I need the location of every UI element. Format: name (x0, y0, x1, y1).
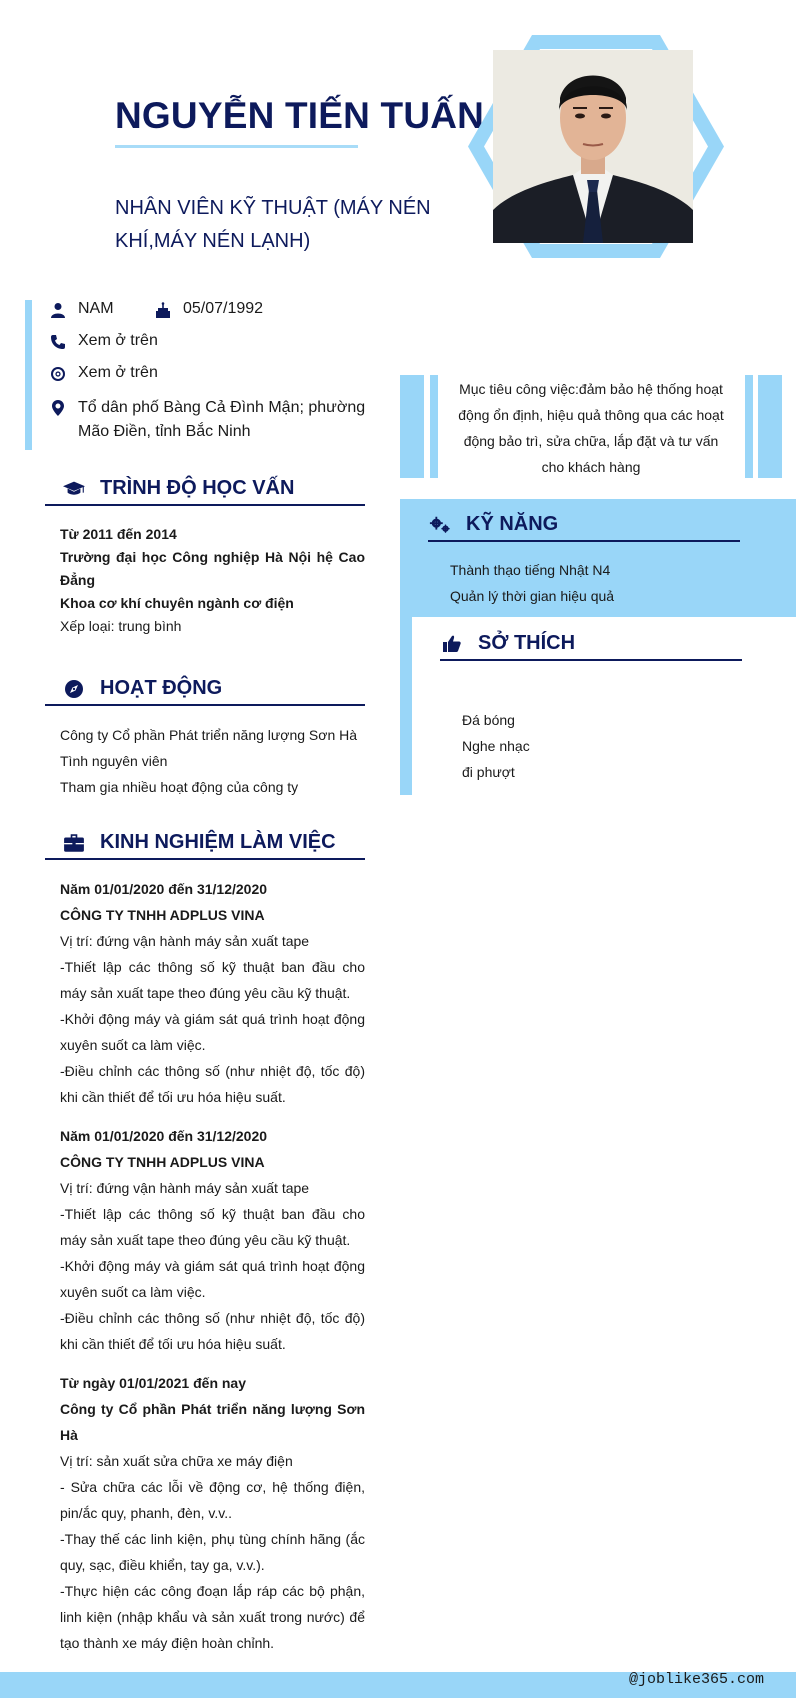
email-at-icon (48, 364, 68, 384)
address-value: Tổ dân phố Bàng Cả Đình Mận; phường Mão Điền, tỉnh Bắc Ninh (78, 399, 366, 440)
experience-duty: -Khởi động máy và giám sát quá trình hoạt động xuyên suốt ca làm việc. (60, 1258, 365, 1300)
contact-accent-bar (25, 300, 32, 450)
experience-duty: -Điều chỉnh các thông số (như nhiệt độ, tốc độ) khi cần thiết để tối ưu hóa hiệu suất. (60, 1310, 365, 1352)
experience-duty: - Sửa chữa các lỗi về động cơ, hệ thống điện, pin/ắc quy, phanh, đèn, v.v.. (60, 1479, 365, 1521)
objective-left-bar-inner (430, 375, 438, 478)
email-row (48, 364, 158, 384)
experience-heading-text: KINH NGHIỆM LÀM VIỆC (100, 831, 336, 853)
experience-company: Công ty Cổ phần Phát triển năng lượng Sơn Hà (60, 1401, 365, 1443)
experience-role: Vị trí: sản xuất sửa chữa xe máy điện (60, 1453, 293, 1469)
compass-icon (62, 678, 86, 700)
name-underline (115, 145, 358, 148)
experience-duty: -Thực hiện các công đoạn lắp ráp các bộ phận, linh kiện (nhập khẩu và sản xuất trong nước) để tạo thành xe máy điện hoàn chỉnh. (60, 1583, 365, 1651)
briefcase-icon (62, 832, 86, 854)
activities-heading-text: HOẠT ĐỘNG (100, 677, 223, 699)
activity-line: Tham gia nhiều hoạt động của công ty (60, 779, 299, 795)
hobbies-heading-text: SỞ THÍCH (478, 632, 576, 654)
candidate-name: NGUYỄN TIẾN TUẤN (115, 95, 485, 136)
objective-right-bar-inner (745, 375, 753, 478)
skill-item: Quản lý thời gian hiệu quả (450, 588, 615, 604)
email-value: Xem ở trên (78, 364, 158, 381)
hobbies-accent-bar (400, 617, 412, 795)
skills-heading-text: KỸ NĂNG (466, 513, 559, 535)
experience-duty: -Thiết lập các thông số kỹ thuật ban đầu cho máy sản xuất tape theo đúng yêu cầu kỹ thuật. (60, 1206, 365, 1248)
experience-entry (60, 1370, 365, 1656)
thumbs-up-icon (440, 633, 464, 655)
user-icon (48, 300, 68, 320)
experience-duty: -Khởi động máy và giám sát quá trình hoạt động xuyên suốt ca làm việc. (60, 1011, 365, 1053)
phone-row (48, 332, 158, 352)
gears-icon (428, 514, 452, 536)
experience-role: Vị trí: đứng vận hành máy sản xuất tape (60, 933, 310, 949)
address-row (48, 396, 398, 444)
activities-divider (45, 704, 365, 706)
education-heading-text: TRÌNH ĐỘ HỌC VẤN (100, 477, 295, 499)
birthdate-value: 05/07/1992 (183, 300, 264, 317)
experience-role: Vị trí: đứng vận hành máy sản xuất tape (60, 1180, 310, 1196)
experience-duty: -Thay thế các linh kiện, phụ tùng chính hãng (ắc quy, sạc, điều khiển, tay ga, v.v.). (60, 1531, 365, 1573)
skill-item: Thành thạo tiếng Nhật N4 (450, 562, 611, 578)
hobbies-divider (440, 659, 742, 661)
activity-line: Tình nguyên viên (60, 753, 168, 769)
activity-line: Công ty Cổ phần Phát triển năng lượng Sơn Hà (60, 727, 358, 743)
objective-right-bar-outer (758, 375, 782, 478)
activities-heading (62, 677, 222, 700)
job-title: NHÂN VIÊN KỸ THUẬT (MÁY NÉN KHÍ,MÁY NÉN LẠNH) (115, 197, 431, 252)
skills-heading (428, 513, 558, 536)
experience-company: CÔNG TY TNHH ADPLUS VINA (60, 1154, 265, 1170)
experience-period: Năm 01/01/2020 đến 31/12/2020 (60, 881, 268, 897)
education-grade: Xếp loại: trung bình (60, 618, 182, 634)
activities-content (60, 722, 370, 800)
graduation-cap-icon (62, 478, 86, 500)
skills-list (450, 557, 770, 609)
birthdate-row (153, 300, 263, 320)
experience-heading (62, 831, 336, 854)
experience-content (60, 876, 365, 1669)
hobby-item: Nghe nhạc (462, 738, 530, 754)
education-major: Khoa cơ khí chuyên ngành cơ điện (60, 595, 294, 611)
objective-left-bar-outer (400, 375, 424, 478)
experience-period: Từ ngày 01/01/2021 đến nay (60, 1375, 247, 1391)
education-heading (62, 477, 294, 500)
location-pin-icon (48, 398, 68, 418)
experience-entry (60, 876, 365, 1110)
education-period: Từ 2011 đến 2014 (60, 526, 177, 542)
profile-photo (493, 50, 693, 243)
experience-entry (60, 1123, 365, 1357)
experience-company: CÔNG TY TNHH ADPLUS VINA (60, 907, 265, 923)
experience-duty: -Điều chỉnh các thông số (như nhiệt độ, tốc độ) khi cần thiết để tối ưu hóa hiệu suất. (60, 1063, 365, 1105)
gender-row (48, 300, 114, 320)
hobby-item: Đá bóng (462, 712, 515, 728)
skills-divider (428, 540, 740, 542)
footer-watermark: @joblike365.com (628, 1671, 764, 1688)
education-content (60, 523, 365, 638)
education-divider (45, 504, 365, 506)
experience-period: Năm 01/01/2020 đến 31/12/2020 (60, 1128, 268, 1144)
phone-icon (48, 332, 68, 352)
career-objective: Mục tiêu công việc:đảm bảo hệ thống hoạt động ổn định, hiệu quả thông qua các hoạt động bảo trì, sửa chữa, lắp đặt và tư vấn cho khách hàng (458, 381, 724, 475)
phone-value: Xem ở trên (78, 332, 158, 349)
experience-duty: -Thiết lập các thông số kỹ thuật ban đầu cho máy sản xuất tape theo đúng yêu cầu kỹ thuật. (60, 959, 365, 1001)
experience-divider (45, 858, 365, 860)
gender-value: NAM (78, 300, 114, 317)
education-school: Trường đại học Công nghiệp Hà Nội hệ Cao Đẳng (60, 549, 365, 588)
hobbies-list (462, 707, 762, 785)
hobbies-heading (440, 632, 575, 655)
hobby-item: đi phượt (462, 764, 515, 780)
birthday-cake-icon (153, 300, 173, 320)
